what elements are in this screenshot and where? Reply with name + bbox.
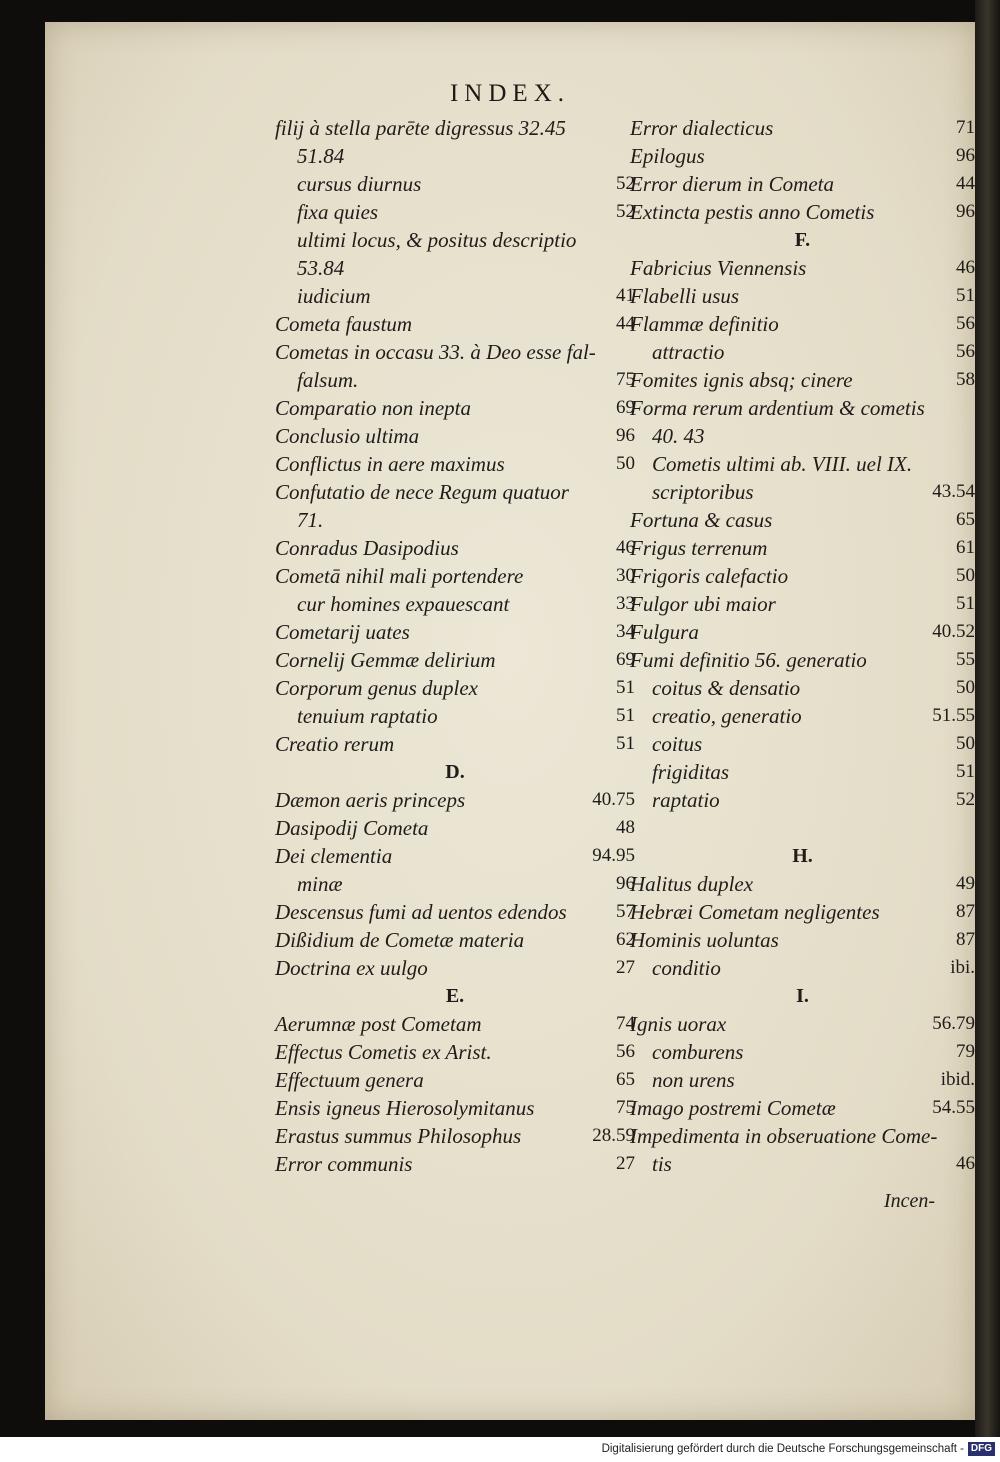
section-letter: F. (794, 229, 811, 251)
funding-credit: Digitalisierung gefördert durch die Deutsche Forschungsgemeinschaft - (601, 1443, 964, 1455)
entry-page-ref: 75 (616, 1097, 635, 1118)
entry-page-ref: 33 (616, 593, 635, 614)
index-entry (275, 1066, 635, 1094)
index-entry (275, 506, 635, 534)
entry-page-ref: 40.75 (592, 789, 635, 810)
entry-page-ref: 40.52 (932, 621, 975, 642)
index-entry (275, 1038, 635, 1066)
index-entry (275, 478, 635, 506)
entry-page-ref: 57 (616, 901, 635, 922)
section-letter: I. (796, 985, 809, 1007)
entry-term: Cometis ultimi ab. VIII. uel IX. (652, 452, 913, 476)
entry-page-ref: 44 (616, 313, 635, 334)
index-entry (275, 394, 635, 422)
entry-page-ref: 27 (616, 957, 635, 978)
entry-term: coitus (652, 732, 703, 756)
entry-page-ref: 75 (616, 369, 635, 390)
entry-page-ref: 43.54 (932, 481, 975, 502)
entry-page-ref: 51 (616, 705, 635, 726)
entry-term: Aerumnæ post Cometam (275, 1012, 482, 1036)
index-entry (630, 898, 975, 926)
section-letter: D. (445, 761, 465, 783)
entry-term: Error dialecticus (630, 116, 774, 140)
entry-term: fixa quies (297, 200, 379, 224)
entry-page-ref: 79 (956, 1041, 975, 1062)
entry-page-ref: 65 (616, 1069, 635, 1090)
index-entry (630, 478, 975, 506)
entry-term: Conradus Dasipodius (275, 536, 459, 560)
entry-page-ref: 44 (956, 173, 975, 194)
section-letter: H. (792, 845, 813, 867)
entry-term: Flammæ definitio (630, 312, 779, 336)
entry-page-ref: 30 (616, 565, 635, 586)
index-entry (630, 590, 975, 618)
entry-term: Extincta pestis anno Cometis (630, 200, 875, 224)
index-entry (275, 590, 635, 618)
index-entry (630, 310, 975, 338)
index-entry (275, 366, 635, 394)
index-entry (630, 114, 975, 142)
entry-term: Ignis uorax (630, 1012, 727, 1036)
index-entry (275, 786, 635, 814)
index-entry (275, 870, 635, 898)
entry-term: Ensis igneus Hierosolymitanus (275, 1096, 535, 1120)
entry-term: Fulgor ubi maior (630, 592, 776, 616)
entry-term: Creatio rerum (275, 732, 395, 756)
index-entry (275, 310, 635, 338)
index-column-right (630, 114, 975, 1178)
index-entry (275, 674, 635, 702)
entry-term: creatio, generatio (652, 704, 802, 728)
entry-term: raptatio (652, 788, 720, 812)
entry-page-ref: 87 (956, 901, 975, 922)
index-entry (630, 170, 975, 198)
index-entry (630, 394, 975, 422)
entry-term: Impedimenta in obseruatione Come- (630, 1124, 938, 1148)
entry-term: Fomites ignis absq; cinere (630, 368, 853, 392)
index-entry (275, 702, 635, 730)
index-entry (630, 758, 975, 786)
entry-term: Fulgura (630, 620, 699, 644)
index-entry (275, 198, 635, 226)
index-entry (630, 422, 975, 450)
entry-term: Hebræi Cometam negligentes (630, 900, 880, 924)
entry-term: Comparatio non inepta (275, 396, 472, 420)
entry-page-ref: 51.55 (932, 705, 975, 726)
entry-page-ref: 49 (956, 873, 975, 894)
index-entry (630, 142, 975, 170)
entry-page-ref: 46 (616, 537, 635, 558)
index-entry (275, 422, 635, 450)
index-entry (275, 1010, 635, 1038)
entry-term: Effectuum genera (275, 1068, 424, 1092)
entry-term: Halitus duplex (630, 872, 754, 896)
entry-page-ref: 50 (616, 453, 635, 474)
index-entry (630, 562, 975, 590)
index-entry (630, 1010, 975, 1038)
dfg-logo: DFG (968, 1442, 995, 1456)
entry-term: comburens (652, 1040, 744, 1064)
entry-term: conditio (652, 956, 721, 980)
index-entry (630, 870, 975, 898)
entry-term: Fumi definitio 56. generatio (630, 648, 867, 672)
entry-term: Conclusio ultima (275, 424, 420, 448)
entry-page-ref: 52 (956, 789, 975, 810)
entry-term: Descensus fumi ad uentos edendos (275, 900, 567, 924)
index-entry (275, 1150, 635, 1178)
entry-term: Error dierum in Cometa (630, 172, 834, 196)
index-entry (630, 1122, 975, 1150)
entry-term: non urens (652, 1068, 735, 1092)
entry-page-ref: 52 (616, 173, 635, 194)
entry-term: Forma rerum ardentium & cometis (630, 396, 925, 420)
entry-page-ref: 56 (616, 1041, 635, 1062)
index-entry (275, 534, 635, 562)
index-entry (630, 618, 975, 646)
index-entry (275, 226, 635, 254)
entry-page-ref: 96 (616, 873, 635, 894)
catchword: Incen- (883, 1190, 935, 1212)
entry-term: scriptoribus (652, 480, 754, 504)
entry-page-ref: 51 (616, 733, 635, 754)
entry-term: filij à stella parēte digressus 32.45 (275, 116, 566, 140)
entry-page-ref: 54.55 (932, 1097, 975, 1118)
entry-term: Doctrina ex uulgo (275, 956, 428, 980)
entry-page-ref: ibi. (950, 957, 975, 978)
entry-page-ref: ibid. (940, 1069, 975, 1090)
entry-term: Fabricius Viennensis (630, 256, 807, 280)
entry-page-ref: 51 (616, 677, 635, 698)
index-entry (275, 1122, 635, 1150)
entry-term: minæ (297, 872, 343, 896)
entry-term: frigiditas (652, 760, 730, 784)
entry-term: iudicium (297, 284, 371, 308)
index-entry (275, 282, 635, 310)
entry-term: tenuium raptatio (297, 704, 438, 728)
entry-term: coitus & densatio (652, 676, 801, 700)
index-entry (275, 450, 635, 478)
entry-term: Frigus terrenum (630, 536, 768, 560)
index-entry (630, 926, 975, 954)
entry-page-ref: 51 (956, 593, 975, 614)
index-entry (630, 366, 975, 394)
entry-page-ref: 46 (956, 257, 975, 278)
index-entry (275, 114, 635, 142)
index-entry (630, 254, 975, 282)
entry-term: cur homines expauescant (297, 592, 510, 616)
entry-page-ref: 56.79 (932, 1013, 975, 1034)
entry-page-ref: 69 (616, 649, 635, 670)
book-edge (975, 0, 1000, 1437)
entry-term: falsum. (297, 368, 359, 392)
index-entry (630, 646, 975, 674)
entry-term: Epilogus (630, 144, 705, 168)
entry-term: 53.84 (297, 256, 345, 280)
index-column-left (275, 114, 635, 1178)
entry-page-ref: 56 (956, 313, 975, 334)
index-entry (630, 1038, 975, 1066)
index-entry (630, 198, 975, 226)
entry-term: Confutatio de nece Regum quatuor (275, 480, 569, 504)
blank-line (630, 814, 975, 842)
entry-page-ref: 50 (956, 565, 975, 586)
entry-term: Fortuna & casus (630, 508, 773, 532)
index-entry (275, 618, 635, 646)
entry-page-ref: 46 (956, 1153, 975, 1174)
entry-page-ref: 65 (956, 509, 975, 530)
entry-page-ref: 52 (616, 201, 635, 222)
entry-term: Hominis uoluntas (630, 928, 779, 952)
entry-term: Conflictus in aere maximus (275, 452, 505, 476)
entry-term: 51.84 (297, 144, 345, 168)
index-entry (275, 730, 635, 758)
entry-page-ref: 34 (616, 621, 635, 642)
entry-term: ultimi locus, & positus descriptio (297, 228, 577, 252)
index-entry (630, 954, 975, 982)
index-entry (630, 338, 975, 366)
entry-page-ref: 28.59 (592, 1125, 635, 1146)
entry-term: Cometā nihil mali portendere (275, 564, 524, 588)
entry-term: Erastus summus Philosophus (275, 1124, 522, 1148)
index-entry (630, 506, 975, 534)
entry-page-ref: 50 (956, 677, 975, 698)
index-entry (275, 142, 635, 170)
index-entry (630, 534, 975, 562)
entry-page-ref: 50 (956, 733, 975, 754)
index-entry (275, 170, 635, 198)
digitization-footer (0, 1437, 1000, 1462)
entry-page-ref: 96 (616, 425, 635, 446)
index-entry (630, 282, 975, 310)
index-entry (630, 450, 975, 478)
entry-term: Error communis (275, 1152, 413, 1176)
entry-page-ref: 62 (616, 929, 635, 950)
index-entry (275, 646, 635, 674)
entry-term: Dæmon aeris princeps (275, 788, 466, 812)
book-page (45, 22, 975, 1420)
entry-page-ref: 74 (616, 1013, 635, 1034)
index-entry (275, 842, 635, 870)
index-entry (275, 814, 635, 842)
entry-term: Imago postremi Cometæ (630, 1096, 836, 1120)
entry-page-ref: 51 (956, 761, 975, 782)
entry-term: cursus diurnus (297, 172, 422, 196)
entry-page-ref: 96 (956, 145, 975, 166)
index-entry (275, 1094, 635, 1122)
entry-page-ref: 61 (956, 537, 975, 558)
index-entry (275, 338, 635, 366)
entry-term: Effectus Cometis ex Arist. (275, 1040, 492, 1064)
entry-term: Dasipodij Cometa (275, 816, 429, 840)
entry-term: Cometarij uates (275, 620, 410, 644)
entry-term: 40. 43 (652, 424, 705, 448)
index-entry (630, 702, 975, 730)
entry-page-ref: 58 (956, 369, 975, 390)
index-entry (630, 1150, 975, 1178)
entry-term: tis (652, 1152, 672, 1176)
entry-page-ref: 69 (616, 397, 635, 418)
entry-term: Dißidium de Cometæ materia (275, 928, 525, 952)
index-entry (275, 898, 635, 926)
entry-page-ref: 94.95 (592, 845, 635, 866)
entry-page-ref: 96 (956, 201, 975, 222)
entry-term: Dei clementia (275, 844, 393, 868)
index-entry (630, 1066, 975, 1094)
entry-term: Cornelij Gemmæ delirium (275, 648, 496, 672)
index-entry (275, 254, 635, 282)
entry-term: 71. (297, 508, 324, 532)
index-entry (630, 786, 975, 814)
entry-term: Cometas in occasu 33. à Deo esse fal- (275, 340, 596, 364)
entry-term: Corporum genus duplex (275, 676, 478, 700)
entry-page-ref: 87 (956, 929, 975, 950)
index-entry (630, 730, 975, 758)
section-letter: E. (445, 985, 465, 1007)
entry-page-ref: 51 (956, 285, 975, 306)
entry-term: attractio (652, 340, 725, 364)
entry-page-ref: 27 (616, 1153, 635, 1174)
entry-page-ref: 71 (956, 117, 975, 138)
index-entry (630, 1094, 975, 1122)
index-entry (275, 562, 635, 590)
running-head: INDEX. (449, 80, 570, 107)
entry-page-ref: 55 (956, 649, 975, 670)
index-entry (630, 674, 975, 702)
index-entry (275, 954, 635, 982)
entry-term: Flabelli usus (630, 284, 740, 308)
entry-term: Frigoris calefactio (630, 564, 789, 588)
entry-term: Cometa faustum (275, 312, 413, 336)
index-entry (275, 926, 635, 954)
entry-page-ref: 41 (616, 285, 635, 306)
entry-page-ref: 56 (956, 341, 975, 362)
entry-page-ref: 48 (616, 817, 635, 838)
